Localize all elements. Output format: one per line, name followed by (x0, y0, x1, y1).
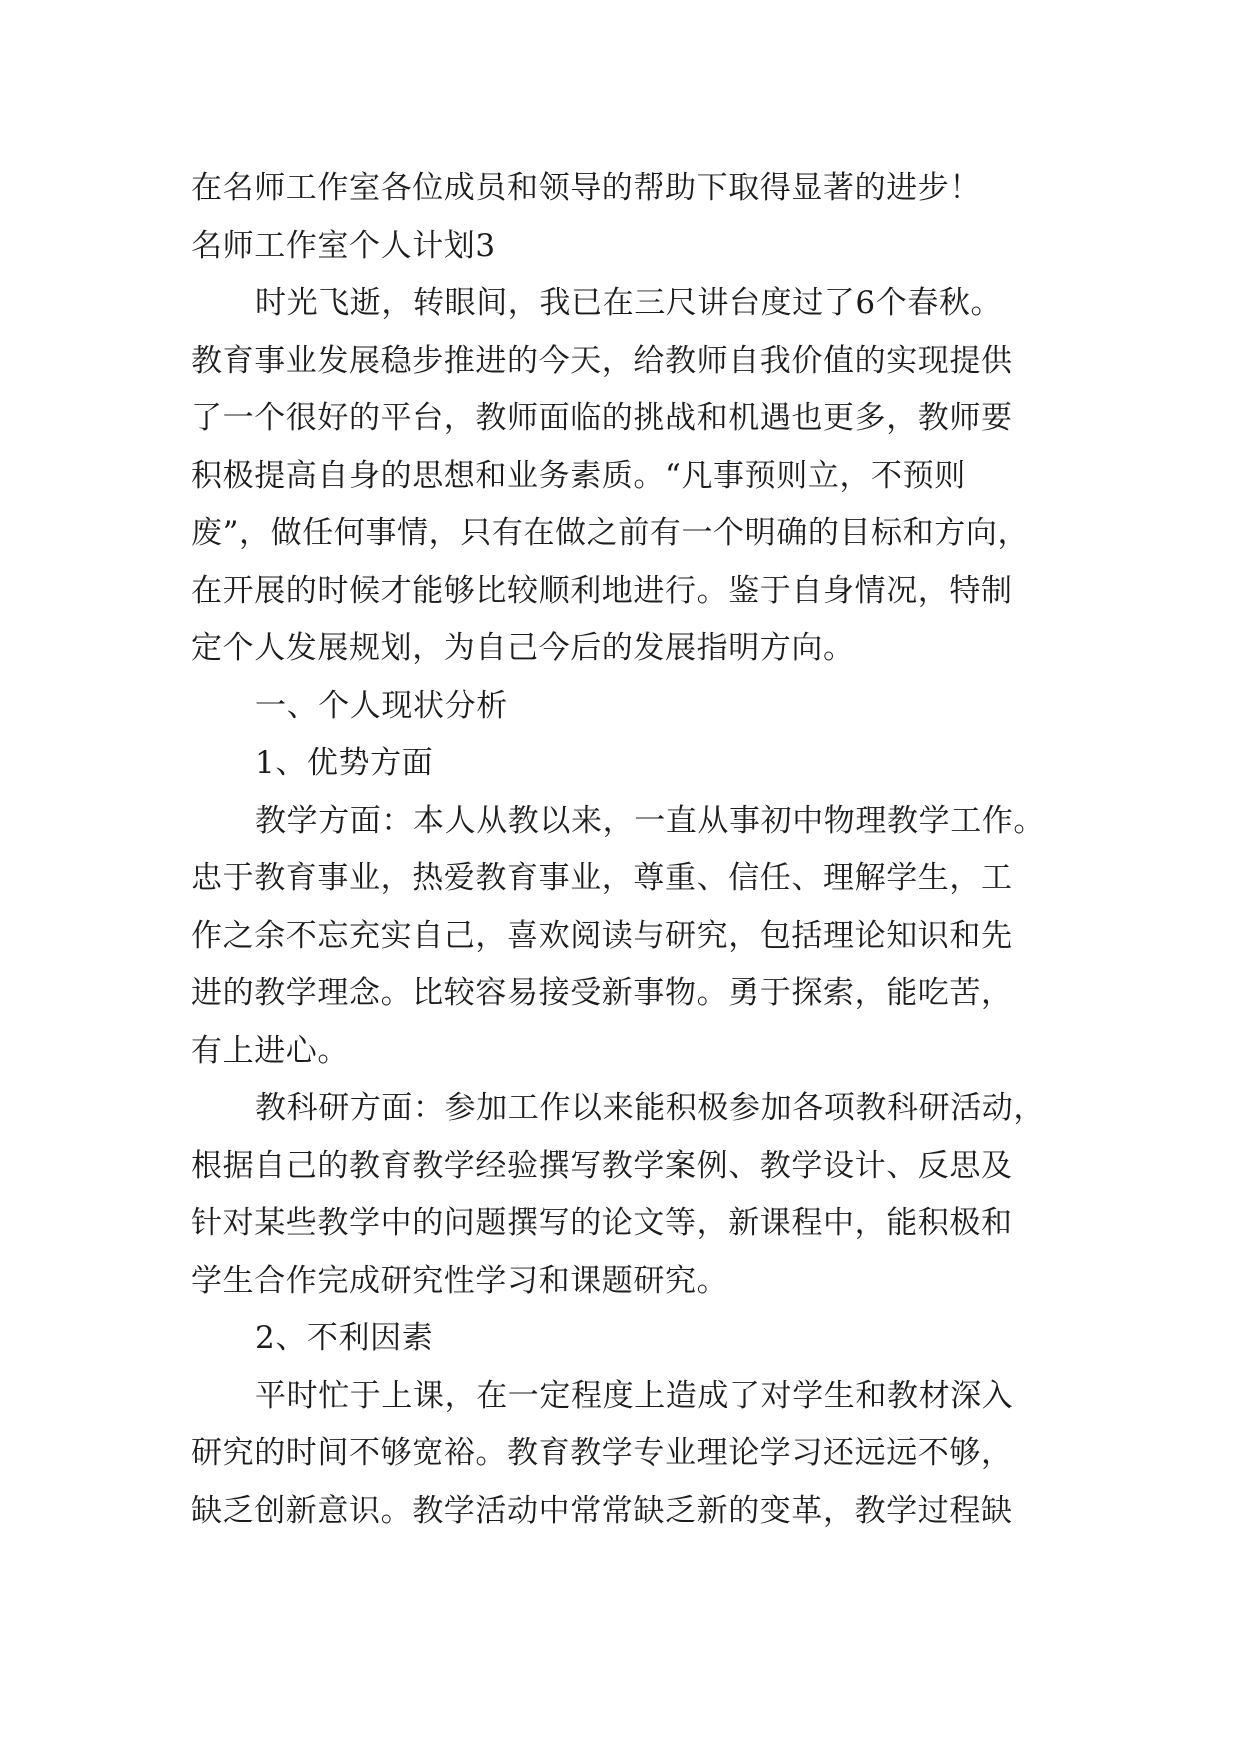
text-line: 积极提高自身的思想和业务素质。“凡事预则立，不预则 (191, 457, 966, 494)
text-line: 时光飞逝，转眼间，我已在三尺讲台度过了6个春秋。 (255, 285, 1003, 321)
text-line: 定个人发展规划，为自己今后的发展指明方向。 (191, 630, 855, 666)
subsection-heading: 1、优势方面 (255, 745, 434, 781)
section-heading: 名师工作室个人计划3 (191, 227, 496, 264)
text-line: 根据自己的教育教学经验撰写教学案例、教学设计、反思及 (191, 1147, 1013, 1184)
text-line: 有上进心。 (191, 1032, 349, 1069)
text-line: 平时忙于上课，在一定程度上造成了对学生和教材深入 (255, 1377, 1014, 1414)
text-line: 在开展的时候才能够比较顺利地进行。鉴于自身情况，特制 (191, 572, 1013, 609)
text-line: 教学方面：本人从教以来，一直从事初中物理教学工作。 (255, 802, 1045, 839)
text-line: 废”，做任何事情，只有在做之前有一个明确的目标和方向， (191, 515, 1030, 551)
text-line: 学生合作完成研究性学习和课题研究。 (191, 1262, 729, 1299)
text-line: 教科研方面：参加工作以来能积极参加各项教科研活动， (255, 1090, 1045, 1126)
text-line: 忠于教育事业，热爱教育事业，尊重、信任、理解学生，工 (191, 860, 1013, 896)
document-body (191, 160, 1066, 1540)
text-line: 教育事业发展稳步推进的今天，给教师自我价值的实现提供 (191, 342, 1013, 379)
subsection-heading: 一、个人现状分析 (255, 687, 508, 724)
text-line: 进的教学理念。比较容易接受新事物。勇于探索，能吃苦， (191, 975, 1013, 1011)
text-line: 研究的时间不够宽裕。教育教学专业理论学习还远远不够， (191, 1435, 1013, 1471)
text-line: 针对某些教学中的问题撰写的论文等，新课程中，能积极和 (191, 1205, 1013, 1241)
text-line: 了一个很好的平台，教师面临的挑战和机遇也更多，教师要 (191, 400, 1013, 436)
subsection-heading: 2、不利因素 (255, 1320, 434, 1356)
text-line: 作之余不忘充实自己，喜欢阅读与研究，包括理论知识和先 (191, 917, 1013, 954)
text-line: 在名师工作室各位成员和领导的帮助下取得显著的进步！ (191, 170, 981, 206)
text-line: 缺乏创新意识。教学活动中常常缺乏新的变革，教学过程缺 (191, 1492, 1013, 1529)
